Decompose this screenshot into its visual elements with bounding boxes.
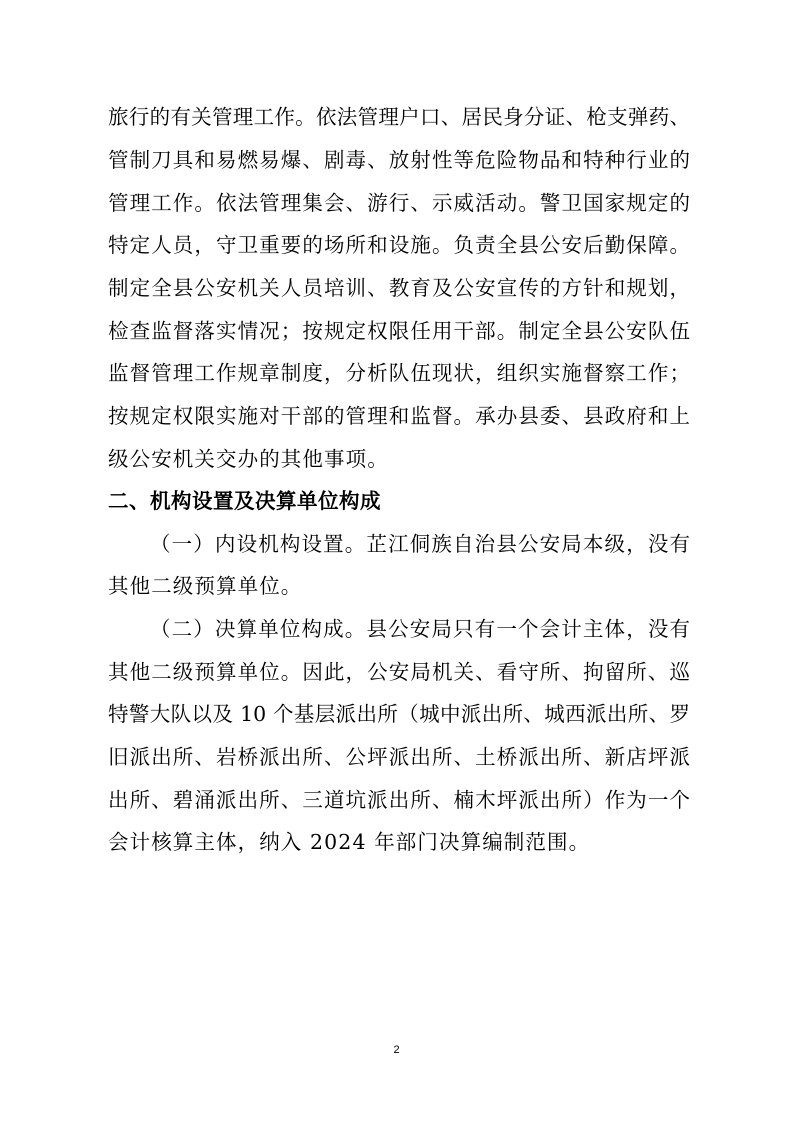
body-text-line: 制定全县公安机关人员培训、教育及公安宣传的方针和规划， — [108, 276, 690, 300]
body-text-line: 按规定权限实施对干部的管理和监督。承办县委、县政府和上 — [108, 404, 690, 428]
body-text-line: 其他二级预算单位。因此，公安局机关、看守所、拘留所、巡 — [108, 660, 690, 684]
body-text-line: 旅行的有关管理工作。依法管理户口、居民身分证、枪支弹药、 — [108, 105, 690, 129]
body-text-line: 特定人员，守卫重要的场所和设施。负责全县公安后勤保障。 — [108, 233, 690, 257]
page-number: 2 — [393, 1044, 400, 1056]
section-heading: 二、机构设置及决算单位构成 — [108, 489, 381, 513]
body-text-line-last: 会计核算主体，纳入 2024 年部门决算编制范围。 — [108, 830, 591, 854]
body-text-line: 管制刀具和易燃易爆、剧毒、放射性等危险物品和特种行业的 — [108, 148, 690, 172]
body-text-line: 监督管理工作规章制度，分析队伍现状，组织实施督察工作； — [108, 361, 690, 385]
body-text-line: 管理工作。依法管理集会、游行、示威活动。警卫国家规定的 — [108, 191, 690, 215]
body-text-line: 旧派出所、岩桥派出所、公坪派出所、土桥派出所、新店坪派 — [108, 745, 690, 769]
body-text-line-last: 级公安机关交办的其他事项。 — [108, 447, 389, 471]
body-text-line: 特警大队以及 10 个基层派出所（城中派出所、城西派出所、罗 — [108, 702, 690, 726]
body-text-line: 出所、碧涌派出所、三道坑派出所、楠木坪派出所）作为一个 — [108, 788, 690, 812]
body-text-line-indented: （一）内设机构设置。芷江侗族自治县公安局本级，没有 — [150, 532, 690, 556]
body-text-line-indented: （二）决算单位构成。县公安局只有一个会计主体，没有 — [150, 617, 690, 641]
body-text-line-last: 其他二级预算单位。 — [108, 574, 303, 598]
body-text-line: 检查监督落实情况；按规定权限任用干部。制定全县公安队伍 — [108, 319, 690, 343]
